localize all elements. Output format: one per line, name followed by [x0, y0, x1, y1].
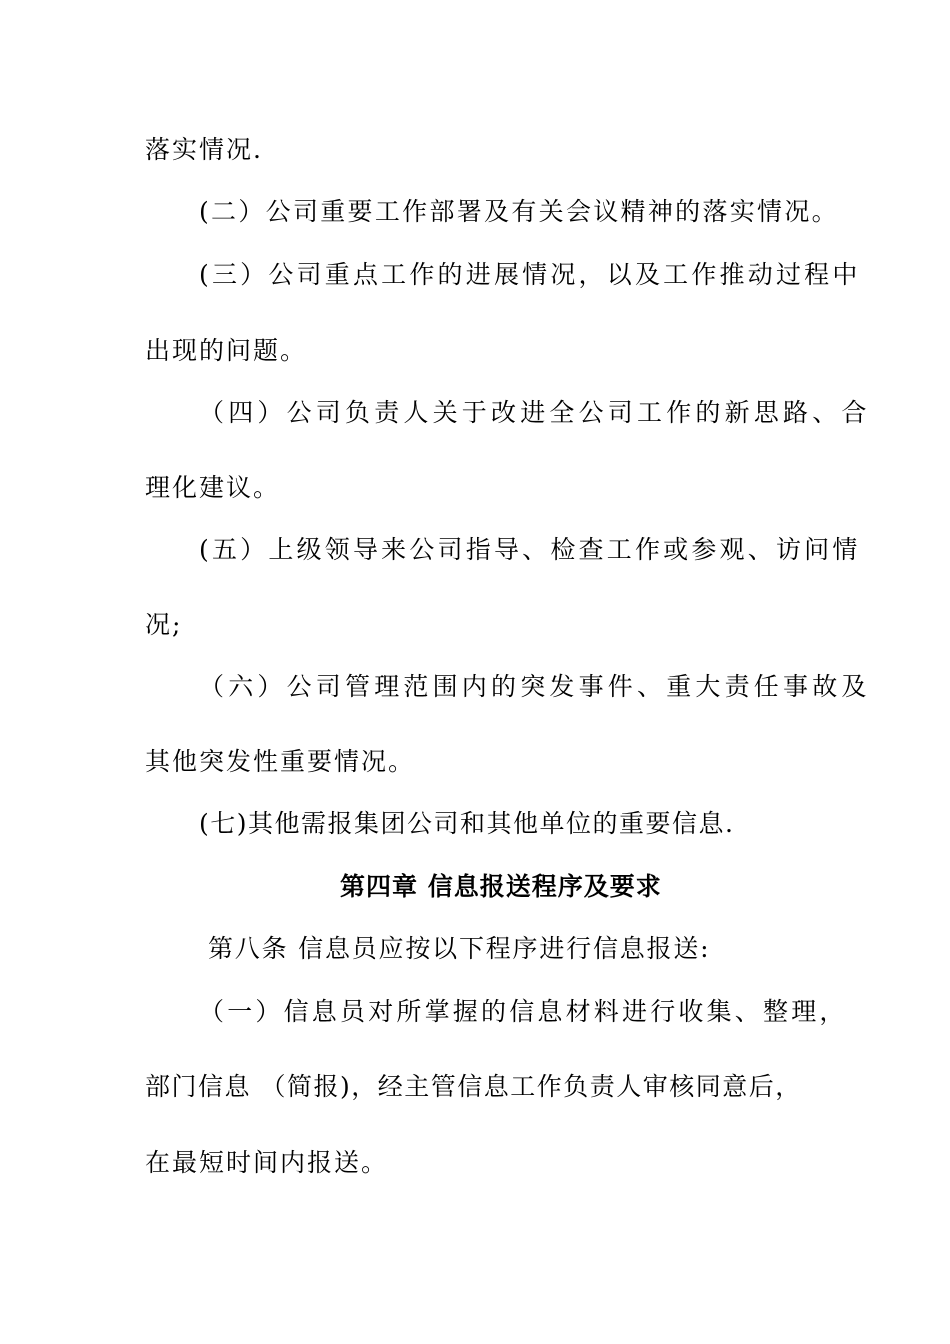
body-line-9: （六）公司管理范围内的突发事件、重大责任事故及: [199, 672, 871, 701]
body-line-16: 在最短时间内报送。: [145, 1148, 389, 1177]
body-line-3: (三）公司重点工作的进展情况，以及工作推动过程中: [199, 260, 861, 289]
body-line-14: （一）信息员对所掌握的信息材料进行收集、整理，: [199, 997, 848, 1026]
body-line-2: (二）公司重要工作部署及有关会议精神的落实情况。: [199, 197, 839, 226]
body-line-7: (五）上级领导来公司指导、检查工作或参观、访问情: [199, 535, 861, 564]
body-line-5: （四）公司负责人关于改进全公司工作的新思路、合: [199, 398, 871, 427]
body-line-4: 出现的问题。: [145, 336, 308, 365]
article-eight: 第八条 信息员应按以下程序进行信息报送:: [208, 934, 711, 963]
body-line-6: 理化建议。: [145, 473, 281, 502]
body-line-11: (七)其他需报集团公司和其他单位的重要信息.: [199, 809, 735, 838]
body-line-15: 部门信息 （简报)，经主管信息工作负责人审核同意后，: [145, 1072, 802, 1101]
chapter-heading: 第四章 信息报送程序及要求: [340, 872, 662, 901]
body-line-10: 其他突发性重要情况。: [145, 747, 416, 776]
body-line-1: 落实情况.: [145, 135, 263, 164]
body-line-8: 况;: [145, 610, 183, 639]
